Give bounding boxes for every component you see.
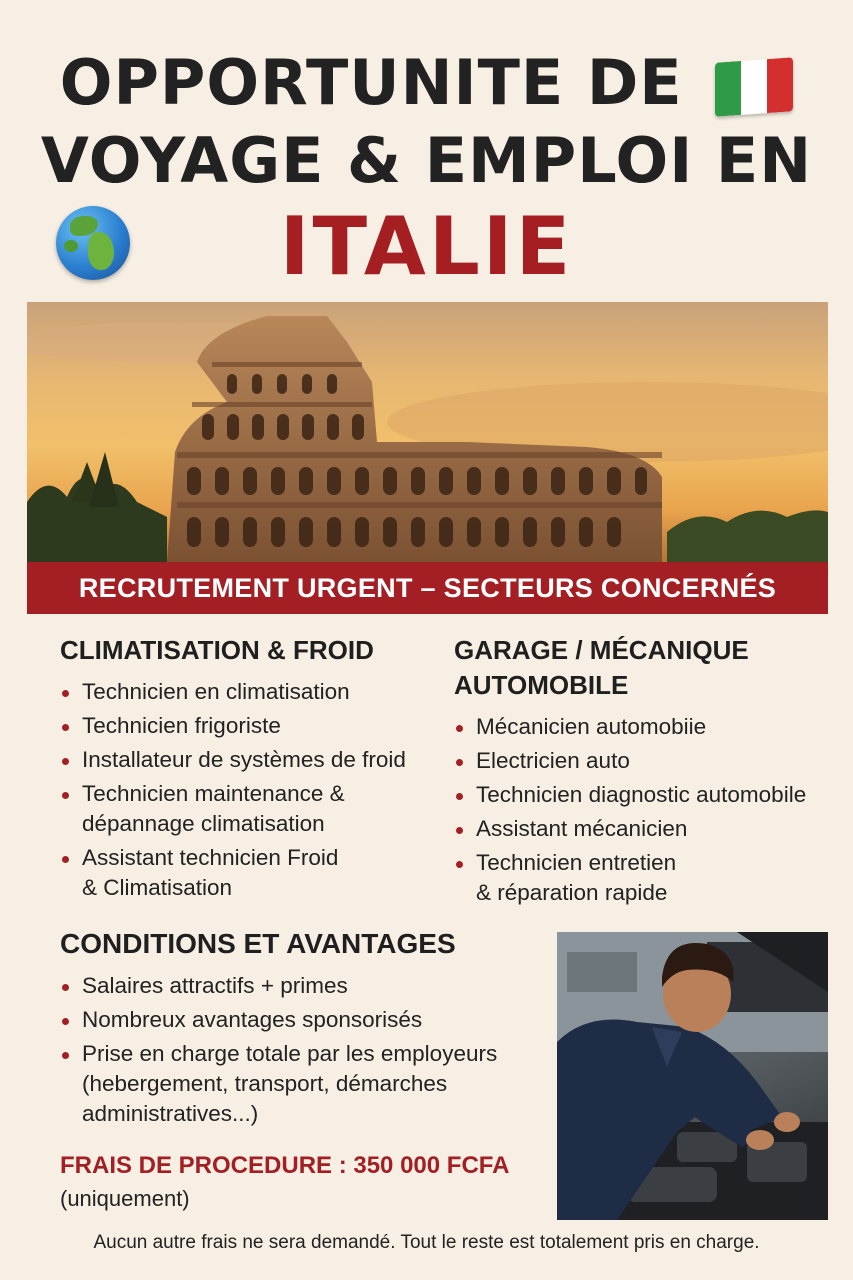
list-item: Assistant mécanicien xyxy=(454,814,834,844)
footer-note: Aucun autre frais ne sera demandé. Tout le reste est totalement pris en charge. xyxy=(93,1232,760,1253)
mechanic-image xyxy=(557,932,828,1220)
procedure-fees-note: (uniquement) xyxy=(60,1186,190,1211)
list-item: Technicien frigoriste xyxy=(60,711,440,741)
section-title-climatisation: CLIMATISATION & FROID xyxy=(60,635,374,665)
section-title-conditions: CONDITIONS ET AVANTAGES xyxy=(60,928,456,959)
list-item: Assistant technicien Froid & Climatisation xyxy=(60,843,440,903)
list-item: Technicien entretien & réparation rapide xyxy=(454,848,834,908)
climatisation-list xyxy=(60,677,440,903)
list-item: Technicien en climatisation xyxy=(60,677,440,707)
list-item: Salaires attractifs + primes xyxy=(60,971,550,1001)
list-item: Technicien diagnostic automobile xyxy=(454,780,834,810)
title-text-1: OPPORTUNITE DE xyxy=(59,46,683,119)
list-item: Technicien maintenance & dépannage climatisation xyxy=(60,779,440,839)
title-line-3: ITALIE xyxy=(279,200,574,293)
conditions-list xyxy=(60,971,550,1129)
title-line-1 xyxy=(0,46,853,119)
colosseum-illustration xyxy=(27,302,828,562)
list-item: Prise en charge totale par les employeurs (hebergement, transport, démarches administratives...) xyxy=(60,1039,550,1129)
mechanic-illustration xyxy=(557,932,828,1220)
title-line-2: VOYAGE & EMPLOI EN xyxy=(40,124,813,197)
section-title-garage: GARAGE / MÉCANIQUE AUTOMOBILE xyxy=(454,635,749,700)
list-item: Electricien auto xyxy=(454,746,834,776)
list-item: Nombreux avantages sponsorisés xyxy=(60,1005,550,1035)
procedure-fees: FRAIS DE PROCEDURE : 350 000 FCFA xyxy=(60,1152,510,1179)
garage-list xyxy=(454,712,834,908)
list-item: Installateur de systèmes de froid xyxy=(60,745,440,775)
colosseum-image xyxy=(27,302,828,562)
list-item: Mécanicien automobiie xyxy=(454,712,834,742)
italy-flag-icon xyxy=(715,57,793,116)
recruitment-banner: RECRUTEMENT URGENT – SECTEURS CONCERNÉS xyxy=(27,562,828,614)
